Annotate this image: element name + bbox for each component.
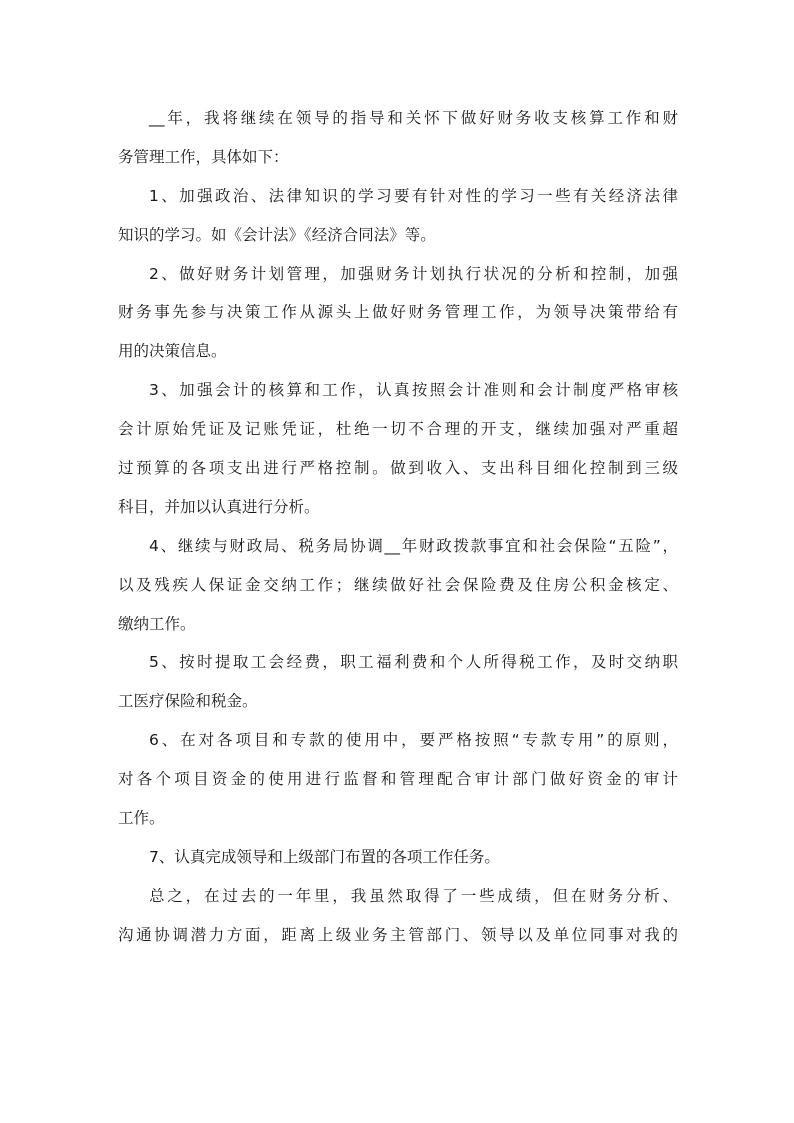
text-line: 总之，在过去的一年里，我虽然取得了一些成绩，但在财务分析、: [149, 886, 678, 905]
text-line: 6、在对各项目和专款的使用中，要严格按照“专款专用”的原则，: [149, 731, 678, 750]
text-line: 财务事先参与决策工作从源头上做好财务管理工作，为领导决策带给有: [118, 303, 678, 322]
text-line: 务管理工作，具体如下：: [118, 147, 289, 166]
text-line: 以及残疾人保证金交纳工作；继续做好社会保险费及住房公积金核定、: [118, 575, 678, 594]
text-line: 3、加强会计的核算和工作，认真按照会计准则和会计制度严格审核: [149, 381, 678, 400]
text-line: 4、继续与财政局、税务局协调__年财政拨款事宜和社会保险“五险”，: [149, 536, 678, 555]
text-line: 5、按时提取工会经费，职工福利费和个人所得税工作，及时交纳职: [149, 653, 678, 672]
text-line: 用的决策信息。: [118, 342, 227, 361]
text-line: 2、做好财务计划管理，加强财务计划执行状况的分析和控制，加强: [149, 264, 678, 283]
text-line: 过预算的各项支出进行严格控制。做到收入、支出科目细化控制到三级: [118, 459, 678, 478]
text-line: 对各个项目资金的使用进行监督和管理配合审计部门做好资金的审计: [118, 770, 678, 789]
text-line: 工医疗保险和税金。: [118, 692, 258, 711]
text-line: 科目，并加以认真进行分析。: [118, 497, 320, 516]
text-line: 工作。: [118, 809, 165, 828]
text-line: __年，我将继续在领导的指导和关怀下做好财务收支核算工作和财: [149, 109, 678, 127]
text-line: 会计原始凭证及记账凭证，杜绝一切不合理的开支，继续加强对严重超: [118, 420, 678, 439]
text-line: 沟通协调潜力方面，距离上级业务主管部门、领导以及单位同事对我的: [118, 925, 678, 944]
text-line: 7、认真完成领导和上级部门布置的各项工作任务。: [149, 847, 500, 866]
document-body: [118, 99, 678, 955]
text-line: 知识的学习。如《会计法》《经济合同法》等。: [118, 225, 436, 244]
text-line: 缴纳工作。: [118, 614, 196, 633]
text-line: 1、加强政治、法律知识的学习要有针对性的学习一些有关经济法律: [149, 186, 678, 205]
